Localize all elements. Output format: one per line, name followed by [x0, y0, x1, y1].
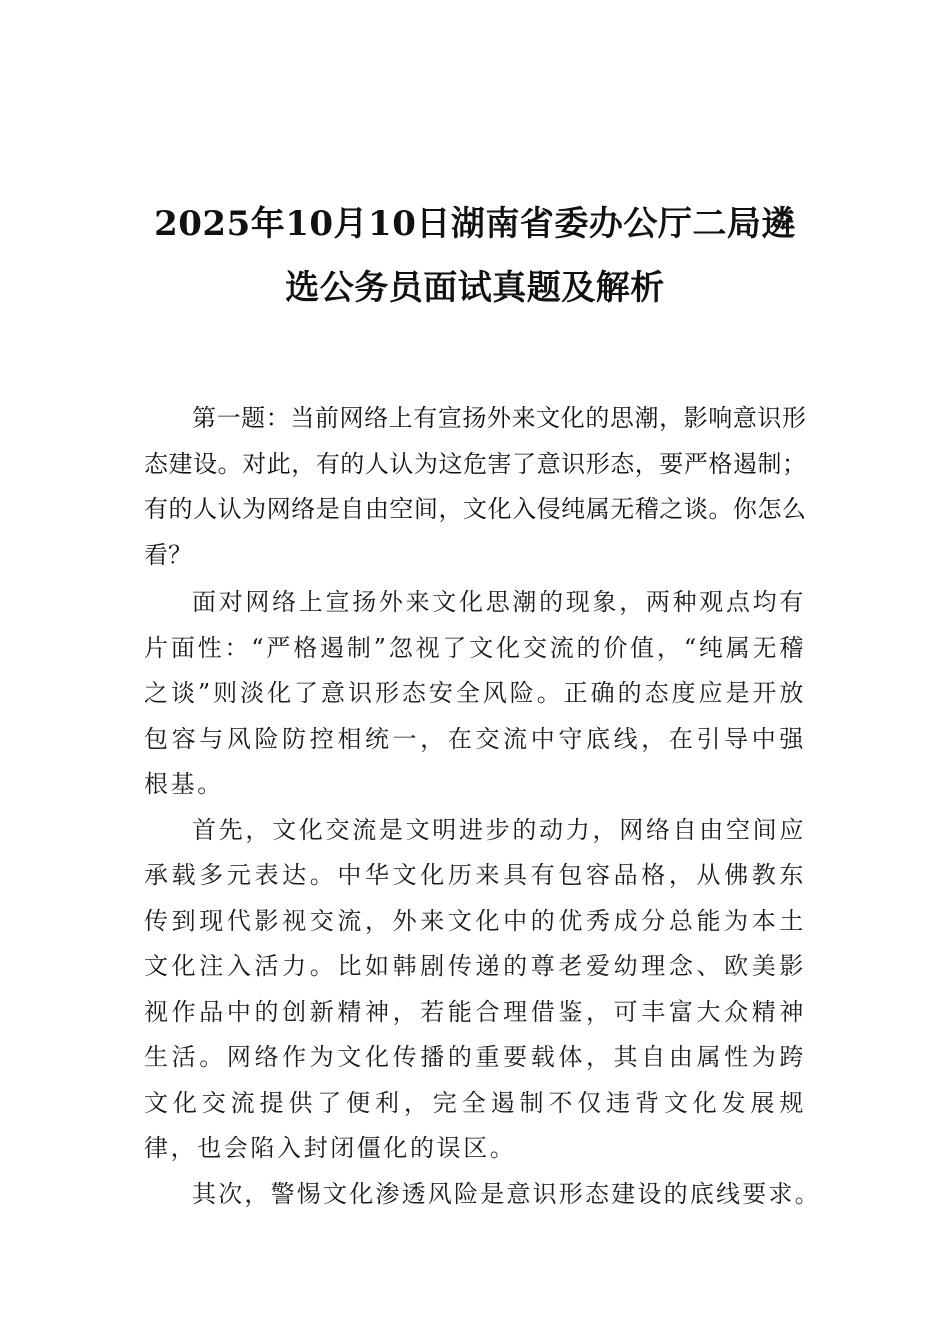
document-title — [120, 192, 830, 320]
question-paragraph: 第一题：当前网络上有宣扬外来文化的思潮，影响意识形态建设。对此，有的人认为这危害了意识形态，要严格遏制；有的人认为网络是自由空间，文化入侵纯属无稽之谈。你怎么看？ — [144, 404, 806, 569]
title-line-1: 2025年10月10日湖南省委办公厅二局遴 — [154, 204, 796, 244]
answer-paragraph-3: 其次，警惕文化渗透风险是意识形态建设的底线要求。 — [192, 1179, 821, 1208]
title-line-2: 选公务员面试真题及解析 — [285, 268, 665, 308]
document-body — [144, 396, 821, 1217]
answer-paragraph-2: 首先，文化交流是文明进步的动力，网络自由空间应承载多元表达。中华文化历来具有包容品格，从佛教东传到现代影视交流，外来文化中的优秀成分总能为本土文化注入活力。比如韩剧传递的尊老爱幼理念、欧美影视作品中的创新精神，若能合理借鉴，可丰富大众精神生活。网络作为文化传播的重要载体，其自由属性为跨文化交流提供了便利，完全遏制不仅违背文化发展规律，也会陷入封闭僵化的误区。 — [144, 815, 806, 1162]
answer-paragraph-1: 面对网络上宣扬外来文化思潮的现象，两种观点均有片面性：“严格遏制”忽视了文化交流的价值，“纯属无稽之谈”则淡化了意识形态安全风险。正确的态度应是开放包容与风险防控相统一，在交流中守底线，在引导中强根基。 — [144, 588, 806, 798]
